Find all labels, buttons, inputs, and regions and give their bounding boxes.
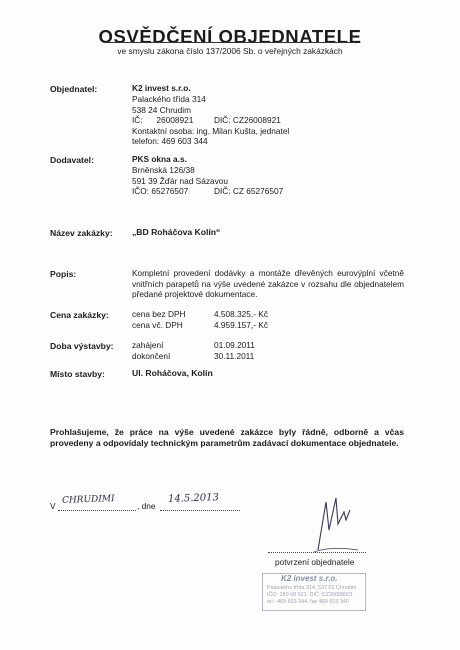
objednatel-dic: DIČ: CZ26008921 <box>214 115 281 125</box>
objednatel-label: Objednatel: <box>50 84 98 94</box>
document-title: OSVĚDČENÍ OBJEDNATELE <box>98 26 362 47</box>
zakazka-value: „BD Roháčova Kolín“ <box>132 227 221 237</box>
dodavatel-name: PKS okna a.s. <box>132 154 187 164</box>
dodavatel-city: 591 39 Žďár nad Sázavou <box>132 175 228 186</box>
place-prefix: V <box>50 501 56 511</box>
dodavatel-ico: IČO: 65276507 <box>132 186 189 196</box>
stamp-logo: K2 invest s.r.o. <box>281 574 338 583</box>
cena-bez-value: 4.508.325,- Kč <box>214 309 268 319</box>
dodavatel-dic: DIČ: CZ 65276507 <box>214 186 284 196</box>
place-dotted-line <box>58 510 136 511</box>
document-subtitle: ve smyslu zákona číslo 137/2006 Sb. o veřejných zakázkách <box>117 46 343 56</box>
title-underline <box>104 42 356 43</box>
doba-start-label: zahájení <box>132 340 164 350</box>
date-prefix: , dne <box>137 501 156 511</box>
signature-mark <box>300 490 370 560</box>
company-stamp <box>262 573 366 611</box>
cena-label: Cena zakázky: <box>50 310 109 320</box>
objednatel-ic: IČ: 26008921 <box>132 115 194 125</box>
objednatel-contact: Kontaktní osoba: ing. Milan Kušta, jednatel <box>132 125 290 136</box>
dodavatel-street: Brněnská 126/38 <box>132 165 195 175</box>
stamp-line-2: IČO: 260 08 921, DIČ: CZ26008921 <box>267 592 354 598</box>
popis-label: Popis: <box>50 269 77 279</box>
objednatel-street: Palackého třída 314 <box>132 94 206 104</box>
zakazka-label: Název zakázky: <box>50 228 113 238</box>
popis-text: Kompletní provedení dodávky a montáže dřevěných eurovýplní včetně vnitřních parapetů na výše uvedené zakázce v rozsahu dle objednatelem předané projektové dokumentace. <box>132 268 404 300</box>
objednatel-phone: telefon: 469 603 344 <box>132 136 208 146</box>
doba-end-value: 30.11.2011 <box>214 350 255 361</box>
doba-label: Doba výstavby: <box>50 341 114 351</box>
cena-bez-label: cena bez DPH <box>132 309 186 319</box>
place-handwritten: CHRUDIMI <box>61 494 115 506</box>
stamp-line-3: tel.: 469 603 344, fax 469 603 340 <box>267 599 349 605</box>
objednatel-name: K2 invest s.r.o. <box>132 83 191 93</box>
stamp-line-1: Palackého třída 314, 537 01 Chrudim <box>267 585 357 591</box>
misto-label: Místo stavby: <box>50 369 105 379</box>
doba-end-label: dokončení <box>132 350 171 361</box>
confirm-label: potvrzení objednatele <box>275 557 355 567</box>
date-handwritten: 14.5.2013 <box>167 492 220 505</box>
doba-start-value: 01.09.2011 <box>214 340 255 350</box>
cena-vc-label: cena vč. DPH <box>132 319 183 330</box>
objednatel-city: 538 24 Chrudim <box>132 104 192 115</box>
declaration-text: Prohlašujeme, že práce na výše uvedené zakázce byly řádně, odborně a včas provedeny a odpovídaly technickým parametrům zadávací dokumentace objednatele. <box>50 427 404 449</box>
cena-vc-value: 4.959.157,- Kč <box>214 319 268 330</box>
signature-dotted-line <box>268 552 366 553</box>
dodavatel-label: Dodavatel: <box>50 155 94 165</box>
date-dotted-line <box>160 510 240 511</box>
misto-value: Ul. Roháčova, Kolín <box>132 368 213 378</box>
